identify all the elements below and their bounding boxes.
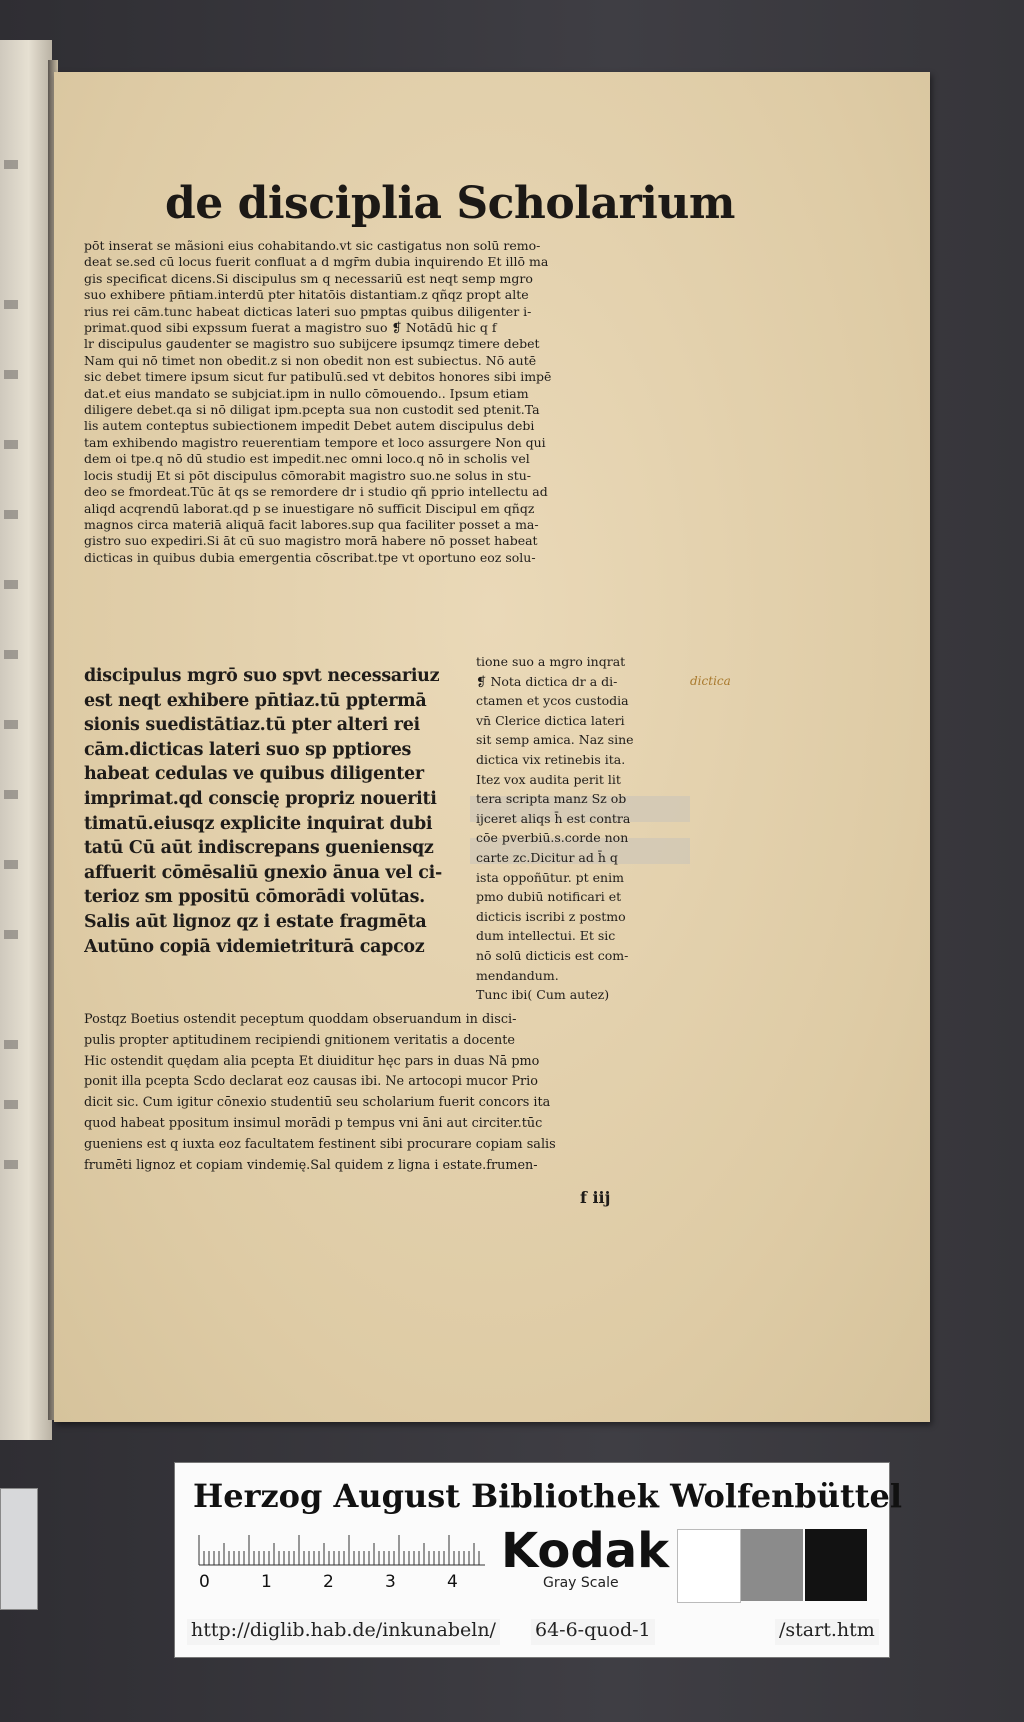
text-line: lr discipulus gaudenter se magistro suo subijcere ipsumqz timere debet <box>84 336 540 352</box>
text-line: tione suo a mgro inqrat <box>476 654 626 669</box>
text-line: Nam qui nō timet non obedit.z si non obedit non est subiectus. Nō autē <box>84 352 537 368</box>
text-line: Hic ostendit quędam alia pcepta Et diuiditur hęc pars in duas Nā pmo <box>84 1053 540 1069</box>
text-line: habeat cedulas ve quibus diligenter <box>84 764 424 785</box>
upper-commentary-text <box>84 238 692 566</box>
text-line: sit semp amica. Naz sine <box>476 732 634 748</box>
text-line: aliqd acqrendū laborat.qd p se inuestigare nō sufficit Discipul em qñqz <box>84 500 535 516</box>
library-name: Herzog August Bibliothek Wolfenbüttel <box>193 1477 903 1515</box>
white-patch <box>677 1529 741 1603</box>
text-line: suo exhibere pn̄tiam.interdū pter hitatōis distantiam.z qñqz propt alte <box>84 287 529 303</box>
signature-mark: f iij <box>580 1188 611 1207</box>
library-target-card <box>174 1462 903 1658</box>
text-line: gistro suo expediri.Si āt cū suo magistro morā habere nō posset habeat <box>84 533 538 549</box>
text-line: ❡ Nota dictica dr a di- <box>476 673 618 689</box>
scale-ruler <box>195 1531 495 1601</box>
text-line: dat.et eius mandato se subjciat.ipm in nullo cōmouendo.. Ipsum etiam <box>84 385 529 401</box>
text-line: gis specificat dicens.Si discipulus sm q necessariū est neqt semp mgro <box>84 270 533 286</box>
text-line: Itez vox audita perit lit <box>476 771 621 787</box>
kodak-logo: Kodak <box>501 1523 669 1579</box>
text-line: pmo dubiū notificari et <box>476 889 622 905</box>
text-line: vn̄ Clerice dictica lateri <box>476 712 625 728</box>
color-target-tab <box>0 1488 38 1610</box>
text-line: tam exhibendo magistro reuerentiam tempore et loco assurgere Non qui <box>84 434 546 450</box>
text-line: Tunc ibi( Cum autez) <box>476 987 610 1003</box>
text-line: dicticas in quibus dubia emergentia cōscribat.tpe vt oportuno eoz solu- <box>84 549 536 565</box>
text-line: Postqz Boetius ostendit peceptum quoddam obseruandum in disci- <box>84 1012 517 1027</box>
text-line: est neqt exhibere pn̄tiaz.tū pptermā <box>84 690 427 711</box>
text-line: gueniens est q iuxta eoz facultatem festinent sibi procurare copiam salis <box>84 1136 556 1152</box>
url-end[interactable]: /start.htm <box>775 1619 879 1645</box>
text-line: frumēti lignoz et copiam vindemię.Sal quidem z ligna i estate.frumen- <box>84 1157 538 1173</box>
text-line: imprimat.qd conscię propriz noueriti <box>84 788 437 809</box>
text-line: ctamen et ycos custodia <box>476 693 629 709</box>
gray-scale-label: Gray Scale <box>543 1575 619 1591</box>
text-line: cōe pverbiū.s.corde non <box>476 830 629 846</box>
text-line: locis studij Et si pōt discipulus cōmorabit magistro suo.ne solus in stu- <box>84 467 532 483</box>
text-line: ijceret aliqs h̄ est contra <box>476 810 631 826</box>
text-line: tatū Cū aūt indiscrepans gueniensqz <box>84 838 434 859</box>
text-line: cām.dicticas lateri suo sp pptiores <box>84 739 412 760</box>
page-heading: de disciplia Scholarium <box>165 178 735 229</box>
text-line: nō solū dicticis est com- <box>476 947 629 963</box>
text-line: tera scripta manz Sz ob <box>476 791 627 807</box>
text-line: timatū.eiusqz explicite inquirat dubi <box>84 813 433 834</box>
text-line: deo se fmordeat.Tūc āt qs se remordere dr i studio qñ pprio intellectu ad <box>84 484 548 500</box>
black-patch <box>805 1529 867 1601</box>
url-base[interactable]: http://diglib.hab.de/inkunabeln/ <box>187 1619 500 1645</box>
text-line: dem oi tpe.q nō dū studio est impedit.nec omni loco.q nō in scholis vel <box>84 451 530 467</box>
ruler-number: 2 <box>323 1572 334 1592</box>
ruler-number: 3 <box>385 1572 396 1592</box>
handwritten-margin-note: dictica <box>690 674 731 688</box>
previous-page-edge <box>0 40 52 1440</box>
text-line: Salis aūt lignoz qz i estate fragmēta <box>84 911 427 932</box>
text-line: dum intellectui. Et sic <box>476 928 616 944</box>
gloss-column <box>476 652 682 1005</box>
text-line: Autūno copiā videmietriturā capcoz <box>84 936 425 957</box>
text-line: sic debet timere ipsum sicut fur patibulū.sed vt debitos honores sibi impē <box>84 369 552 385</box>
text-line: primat.quod sibi expssum fuerat a magistro suo ❡ Notādū hic q f <box>84 320 497 336</box>
lower-commentary-text <box>84 1010 692 1176</box>
text-line: dictica vix retinebis ita. <box>476 751 626 767</box>
main-text-column <box>84 664 469 959</box>
text-line: discipulus mgrō suo spvt necessariuz <box>84 666 440 686</box>
text-line: ponit illa pcepta Scdo declarat eoz causas ibi. Ne artocopi mucor Prio <box>84 1074 538 1090</box>
text-line: ista oppoñūtur. pt enim <box>476 869 624 885</box>
text-line: deat se.sed cū locus fuerit confluat a d mgr̄m dubia inquirendo Et illō ma <box>84 254 549 270</box>
text-line: pulis propter aptitudinem recipiendi gnitionem veritatis a docente <box>84 1032 515 1048</box>
text-line: lis autem conteptus subiectionem impedit Debet autem discipulus debi <box>84 418 535 434</box>
text-line: mendandum. <box>476 967 559 983</box>
gray-patch <box>741 1529 803 1601</box>
text-line: dicit sic. Cum igitur cōnexio studentiū seu scholarium fuerit concors ita <box>84 1095 551 1111</box>
ruler-number: 4 <box>447 1572 458 1592</box>
text-line: pōt inserat se mãsioni eius cohabitando.vt sic castigatus non solū remo- <box>84 238 541 253</box>
text-line: dicticis iscribi z postmo <box>476 908 626 924</box>
text-line: terioz sm ppositū cōmorādi volūtas. <box>84 887 425 908</box>
shelfmark: 64-6-quod-1 <box>531 1619 655 1645</box>
text-line: affuerit cōmēsaliū gnexio ānua vel ci- <box>84 862 442 883</box>
text-line: magnos circa materiā aliquā facit labores.sup qua faciliter posset a ma- <box>84 516 539 532</box>
ruler-number: 1 <box>261 1572 272 1592</box>
ruler-number: 0 <box>199 1572 210 1592</box>
text-line: quod habeat ppositum insimul morādi p tempus vni āni aut circiter.tūc <box>84 1115 543 1131</box>
text-line: sionis suedistātiaz.tū pter alteri rei <box>84 715 420 736</box>
text-line: rius rei cām.tunc habeat dicticas lateri suo pmptas quibus diligenter i- <box>84 303 532 319</box>
text-line: diligere debet.qa si nō diligat ipm.pcepta sua non custodit sed ptenit.Ta <box>84 402 540 418</box>
text-line: carte zc.Dicitur ad h̄ q <box>476 849 618 865</box>
